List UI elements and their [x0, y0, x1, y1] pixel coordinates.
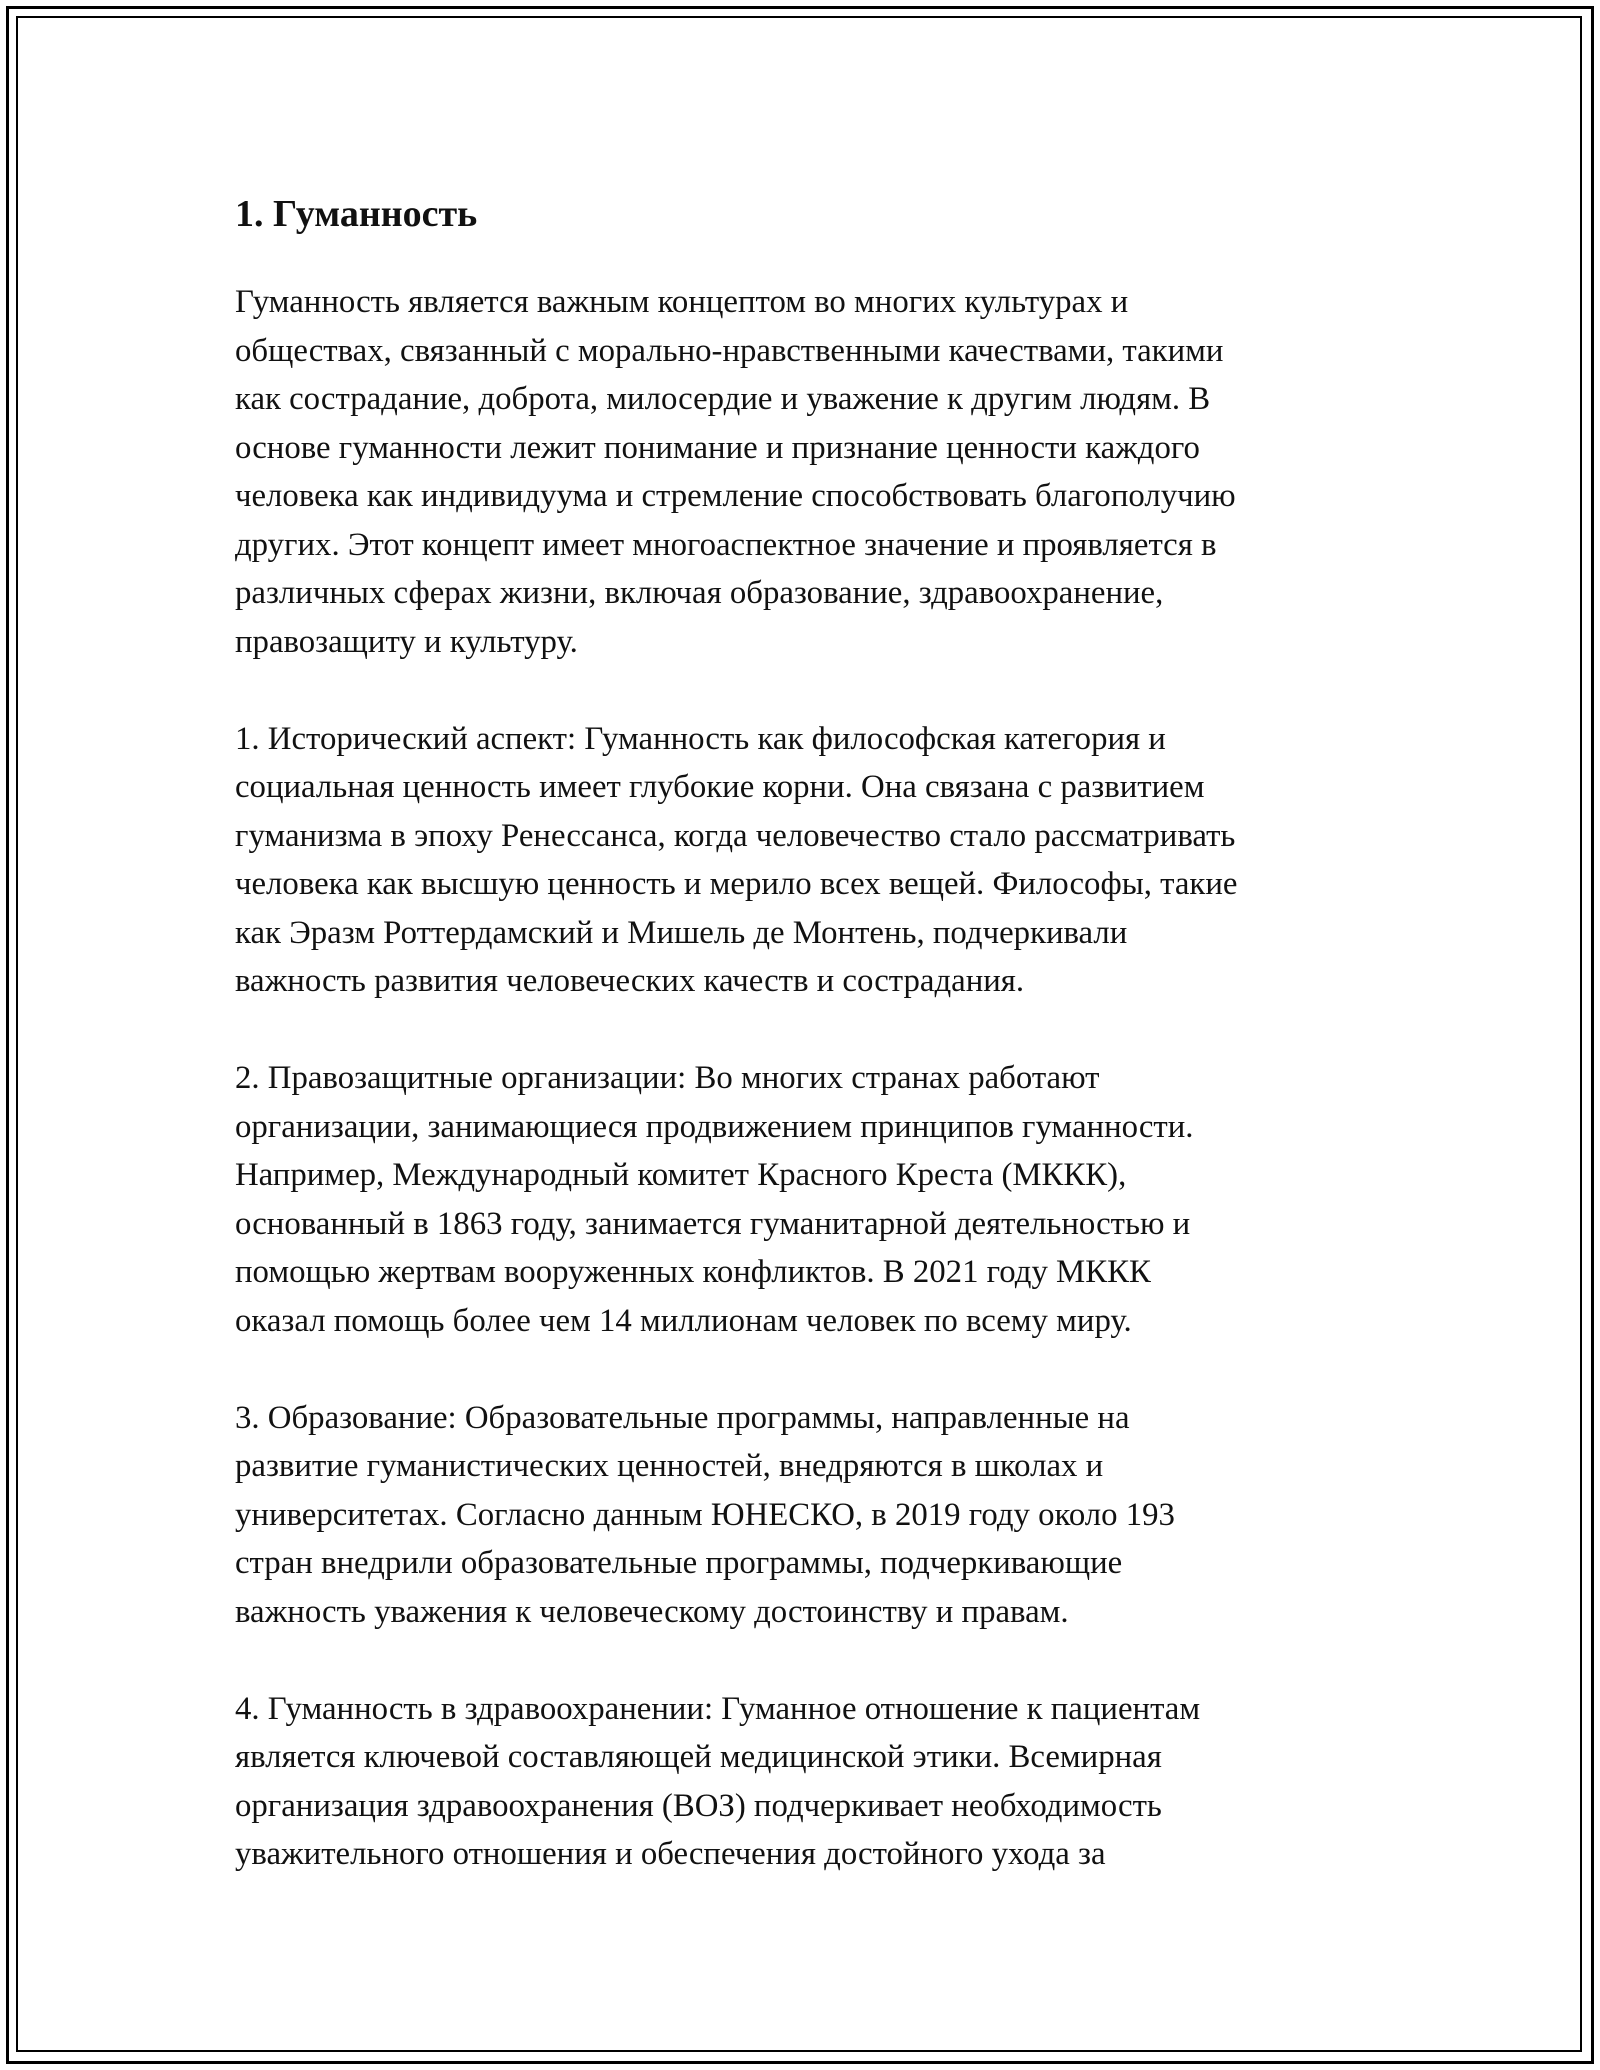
paragraph-line: как Эразм Роттердамский и Мишель де Монтень, подчеркивали: [235, 914, 1128, 951]
paragraph-line: важность развития человеческих качеств и сострадания.: [235, 963, 1025, 999]
paragraph-line: 4. Гуманность в здравоохранении: Гуманное отношение к пациентам: [235, 1690, 1201, 1727]
page-title: 1. Гуманность: [235, 193, 478, 235]
paragraph-line: гуманизма в эпоху Ренессанса, когда человечество стало рассматривать: [235, 817, 1236, 854]
paragraph-line: социальная ценность имеет глубокие корни. Она связана с развитием: [235, 769, 1205, 805]
paragraph-line: обществах, связанный с морально-нравственными качествами, такими: [235, 332, 1224, 369]
intro-paragraph: [235, 278, 1385, 666]
human-rights-organizations-paragraph: [235, 1054, 1385, 1345]
education-paragraph: [235, 1394, 1385, 1637]
paragraph-line: 3. Образование: Образовательные программы, направленные на: [235, 1399, 1130, 1436]
paragraph-line: человека как индивидуума и стремление способствовать благополучию: [235, 478, 1236, 514]
paragraph-line: уважительного отношения и обеспечения достойного ухода за: [235, 1836, 1106, 1872]
paragraph-line: стран внедрили образовательные программы, подчеркивающие: [235, 1545, 1123, 1581]
document-body: [235, 184, 1385, 1927]
paragraph-line: развитие гуманистических ценностей, внедряются в школах и: [235, 1448, 1104, 1484]
paragraph-line: важность уважения к человеческому достоинству и правам.: [235, 1593, 1069, 1630]
historical-aspect-paragraph: [235, 715, 1385, 1006]
paragraph-line: человека как высшую ценность и мерило всех вещей. Философы, такие: [235, 866, 1238, 902]
paragraph-line: организации, занимающиеся продвижением принципов гуманности.: [235, 1108, 1194, 1145]
paragraph-line: основе гуманности лежит понимание и признание ценности каждого: [235, 429, 1200, 466]
paragraph-line: университетах. Согласно данным ЮНЕСКО, в 2019 году около 193: [235, 1496, 1175, 1533]
paragraph-line: оказал помощь более чем 14 миллионам человек по всему миру.: [235, 1302, 1132, 1339]
healthcare-paragraph: [235, 1685, 1385, 1879]
paragraph-line: помощью жертвам вооруженных конфликтов. В 2021 году МККК: [235, 1254, 1151, 1290]
paragraph-line: является ключевой составляющей медицинской этики. Всемирная: [235, 1739, 1162, 1775]
paragraph-line: 2. Правозащитные организации: Во многих странах работают: [235, 1060, 1100, 1096]
paragraph-line: как сострадание, доброта, милосердие и уважение к другим людям. В: [235, 381, 1211, 417]
paragraph-line: 1. Исторический аспект: Гуманность как философская категория и: [235, 720, 1166, 757]
paragraph-line: правозащиту и культуру.: [235, 623, 578, 660]
paragraph-line: основанный в 1863 году, занимается гуманитарной деятельностью и: [235, 1205, 1191, 1242]
paragraph-list: [235, 278, 1385, 1879]
paragraph-line: организация здравоохранения (ВОЗ) подчеркивает необходимость: [235, 1787, 1162, 1824]
paragraph-line: других. Этот концепт имеет многоаспектное значение и проявляется в: [235, 526, 1217, 563]
paragraph-line: Гуманность является важным концептом во многих культурах и: [235, 284, 1129, 320]
paragraph-line: Например, Международный комитет Красного Креста (МККК),: [235, 1157, 1127, 1193]
paragraph-line: различных сферах жизни, включая образование, здравоохранение,: [235, 575, 1164, 611]
